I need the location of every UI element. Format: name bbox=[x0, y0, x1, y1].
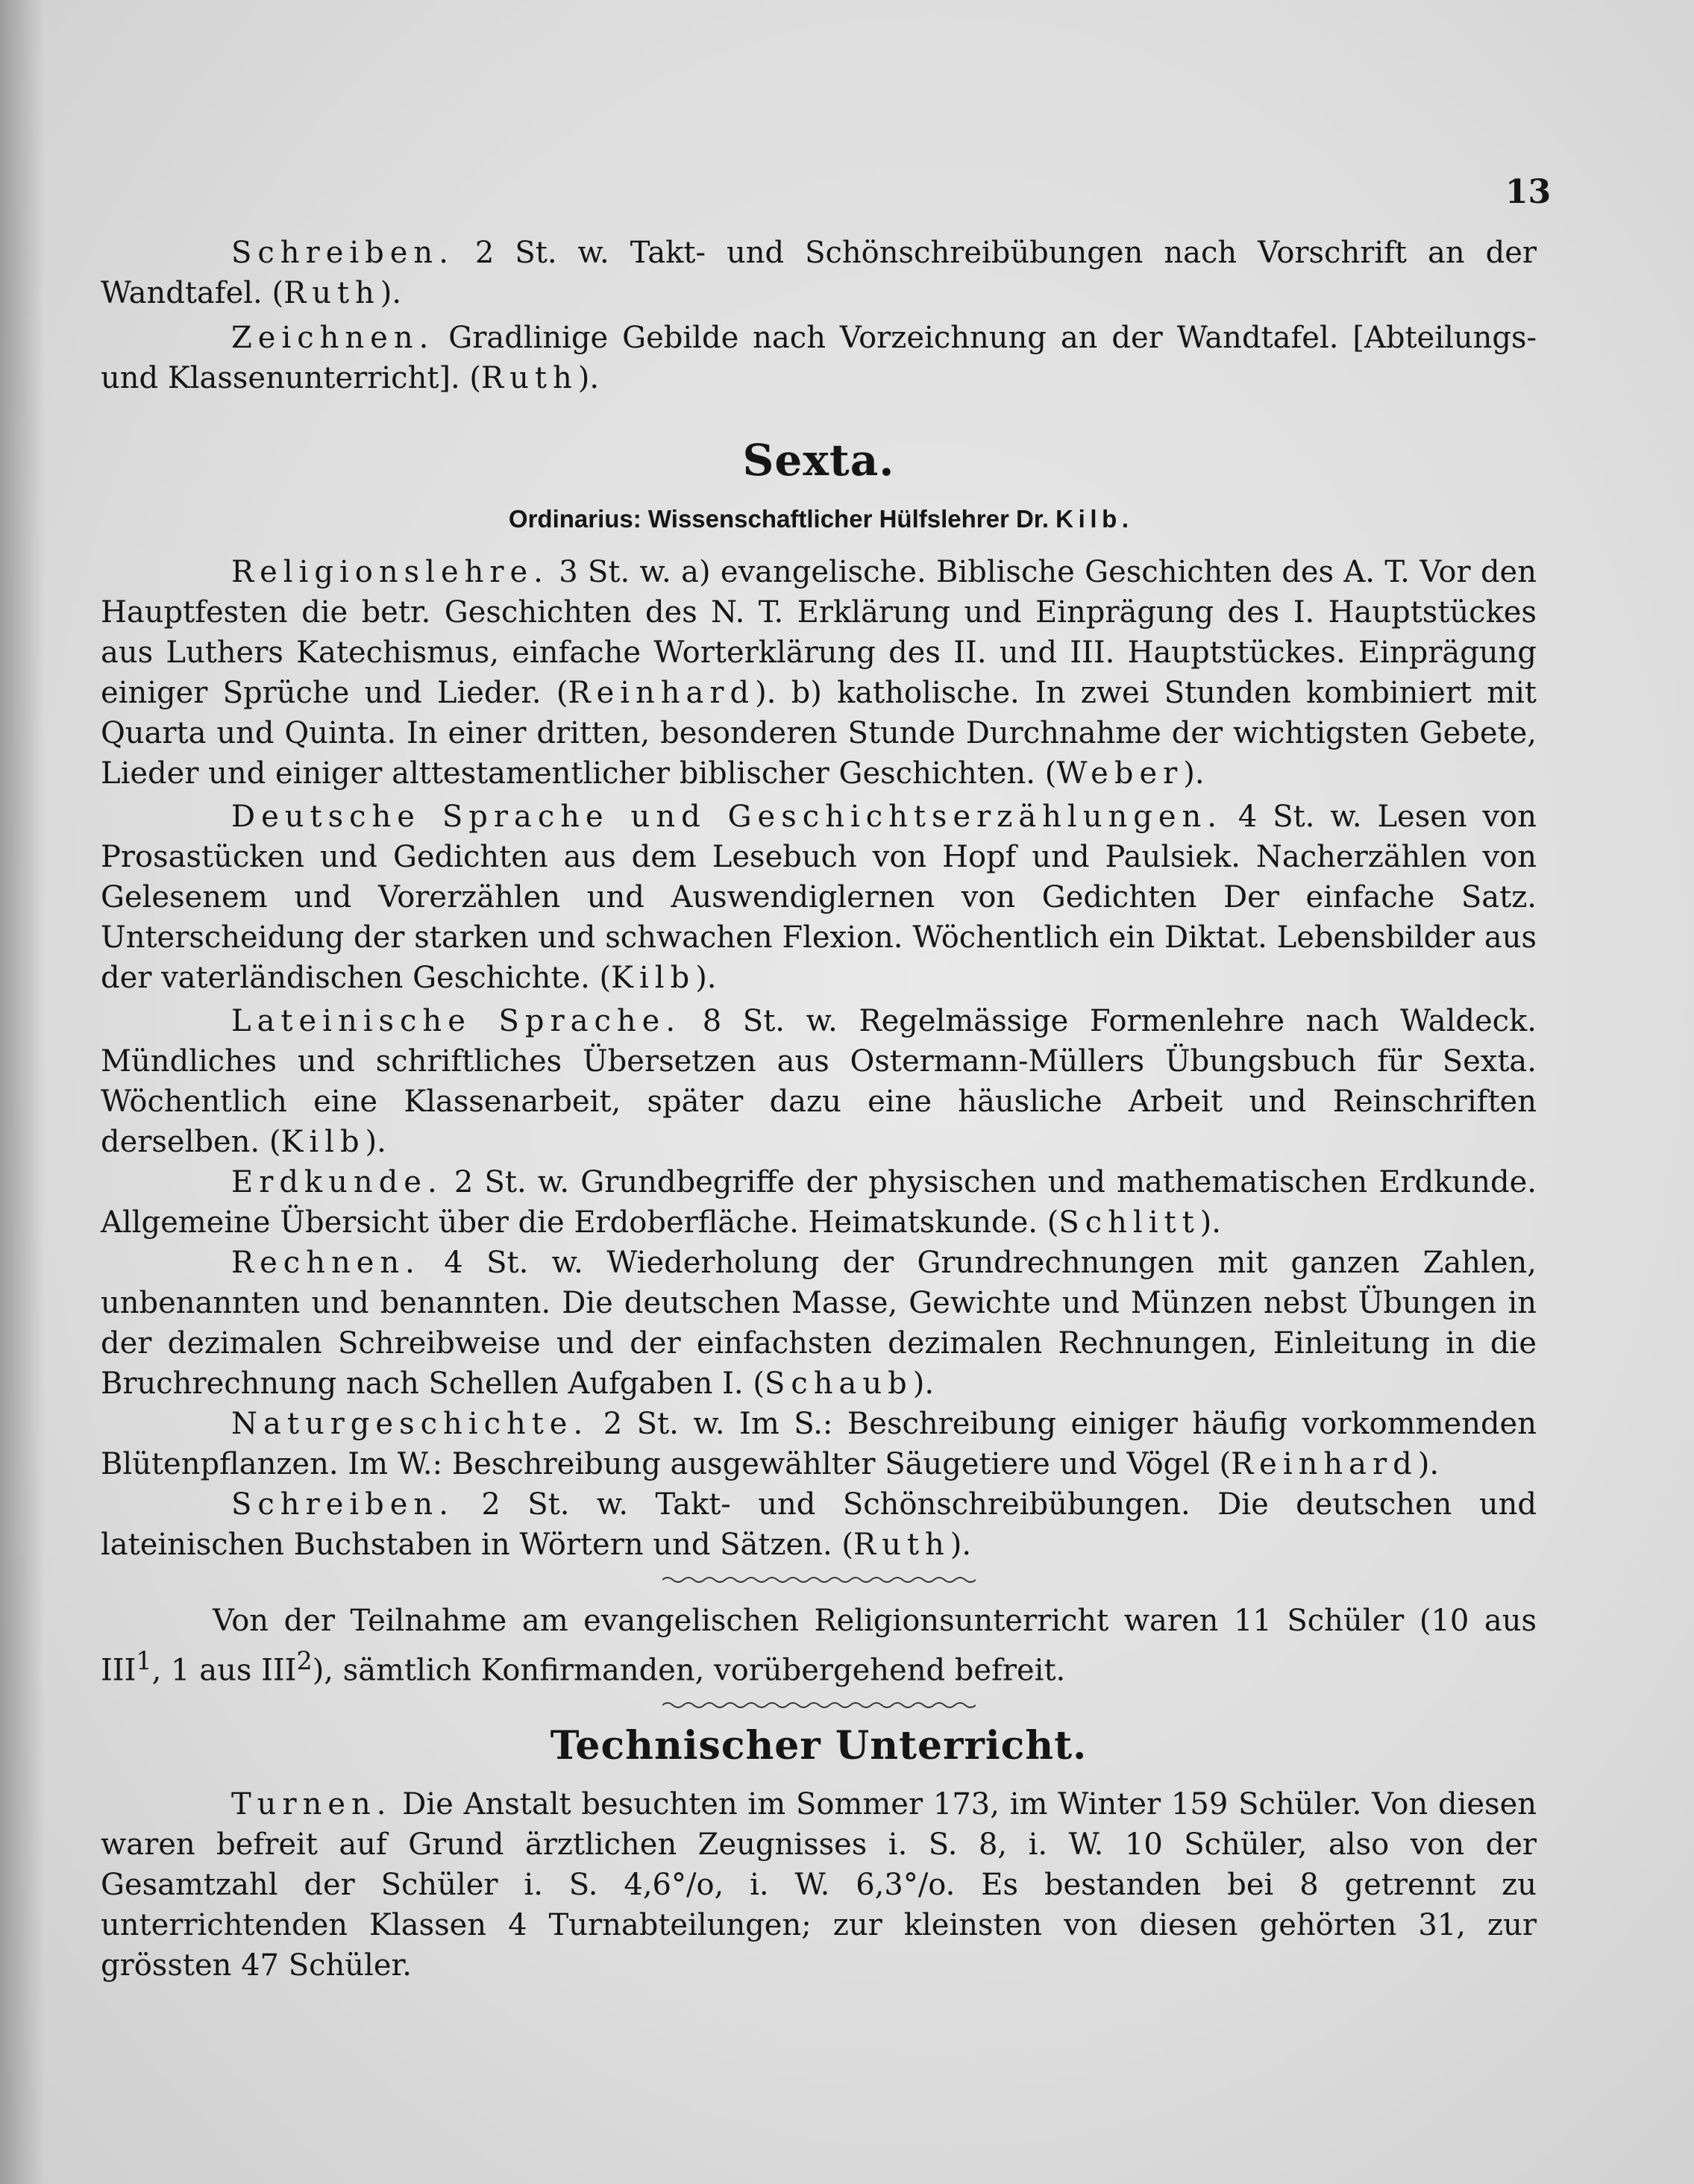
paragraph-schreiben-top bbox=[101, 233, 1537, 313]
subject-lead: Religionslehre. bbox=[231, 555, 549, 589]
wavy-divider bbox=[662, 1574, 976, 1586]
note-text-a: Von der Teilnahme am evangelischen Religionsunterricht waren 11 Schüler (10 aus III bbox=[101, 1604, 1537, 1688]
subject-lead: Rechnen. bbox=[231, 1246, 421, 1280]
subject-tail: ). bbox=[695, 961, 717, 995]
page-number: 13 bbox=[1505, 173, 1552, 211]
paragraph-latein bbox=[101, 1001, 1537, 1162]
subject-tail: ). bbox=[950, 1528, 972, 1562]
subject-lead: Schreiben. bbox=[231, 1487, 454, 1522]
note-text-b: , 1 aus III bbox=[151, 1653, 297, 1688]
teacher-name: Ruth bbox=[853, 1528, 950, 1562]
paragraph-erdkunde bbox=[101, 1162, 1537, 1243]
subject-text: 2 St. w. Im S.: Beschreibung einiger häufig vorkommenden Blütenpflanzen. Im W.: Beschreibung ausgewählter Säugetiere und Vögel ( bbox=[101, 1407, 1537, 1481]
subject-lead: Zeichnen. bbox=[231, 321, 435, 355]
teacher-name: Reinhard bbox=[1231, 1447, 1418, 1481]
note-text-c: ), sämtlich Konfirmanden, vorübergehend befreit. bbox=[312, 1653, 1066, 1688]
teacher-name: Ruth bbox=[283, 276, 380, 310]
teacher-name: Kilb bbox=[611, 961, 696, 995]
teacher-name: Ruth bbox=[481, 361, 578, 395]
ordinarius-line bbox=[101, 503, 1537, 536]
paragraph-religionslehre bbox=[101, 552, 1537, 794]
teacher-name-2: Weber bbox=[1056, 756, 1184, 791]
subject-text: 2 St. w. Takt- und Schönschreibübungen nach Vorschrift an der Wandtafel. ( bbox=[101, 236, 1537, 310]
teacher-name: Kilb bbox=[280, 1125, 366, 1159]
page-content bbox=[101, 0, 1537, 1986]
teacher-name: Schaub bbox=[764, 1366, 913, 1401]
subject-text: 3 St. w. a) evangelische. Biblische Geschichten des A. T. Vor den Hauptfesten die betr. Geschichten des N. T. Erklärung und Einprägung des I. Hauptstückes aus Luthers Katechismus, einfache Worterklärung des II. und III. Hauptstückes. Einprägung einiger Sprüche und Lieder. ( bbox=[101, 555, 1537, 710]
subject-text: Die Anstalt besuchten im Sommer 173, im Winter 159 Schüler. Von diesen waren befreit auf Grund ärztlichen Zeugnisses i. S. 8, i. W. 10 Schüler, also von der Gesamtzahl der Schüler i. S. 4,6°/o, i. W. 6,3°/o. Es bestanden bei 8 getrennt zu unterrichtenden Klassen 4 Turnabteilungen; zur kleinsten von diesen gehörten 31, zur grössten 47 Schüler. bbox=[101, 1787, 1537, 1983]
scan-shadow bbox=[0, 0, 45, 2184]
subject-text: 2 St. w. Takt- und Schönschreibübungen. Die deutschen und lateinischen Buchstaben in Wörtern und Sätzen. ( bbox=[101, 1487, 1537, 1562]
section-title-sexta: Sexta. bbox=[742, 435, 895, 486]
subject-text: 8 St. w. Regelmässige Formenlehre nach Waldeck. Mündliches und schriftliches Übersetzen aus Ostermann-Müllers Übungsbuch für Sexta. Wöchentlich eine Klassenarbeit, später dazu eine häusliche Arbeit und Reinschriften derselben. ( bbox=[101, 1004, 1537, 1159]
subject-tail: ). bbox=[577, 361, 600, 395]
subject-lead: Erdkunde. bbox=[231, 1165, 443, 1199]
paragraph-rechnen bbox=[101, 1243, 1537, 1404]
subject-tail: ). bbox=[365, 1125, 386, 1159]
subject-tail: ). bbox=[380, 276, 402, 310]
subject-tail: ). bbox=[1417, 1447, 1440, 1481]
subject-text: 2 St. w. Grundbegriffe der physischen und mathematischen Erdkunde. Allgemeine Übersicht über die Erdoberfläche. Heimatskunde. ( bbox=[101, 1165, 1537, 1240]
teacher-name: Reinhard bbox=[568, 676, 756, 710]
subject-text: 4 St. w. Lesen von Prosastücken und Gedichten aus dem Lesebuch von Hopf und Paulsiek. Nacherzählen von Gelesenem und Vorerzählen und Auswendiglernen von Gedichten Der einfache Satz. Unterscheidung der starken und schwachen Flexion. Wöchentlich ein Diktat. Lebensbilder aus der vaterländischen Geschichte. ( bbox=[101, 800, 1537, 995]
subject-text-2: ). b) katholische. In zwei Stunden kombiniert mit Quarta und Quinta. In einer dritten, besonderen Stunde Durchnahme der wichtigsten Gebete, Lieder und einiger alttestamentlicher biblischer Geschichten. ( bbox=[101, 676, 1537, 791]
paragraph-naturgeschichte bbox=[101, 1404, 1537, 1484]
ordinarius-prefix: Ordinarius: Wissenschaftlicher Hülfslehrer Dr. bbox=[508, 505, 1056, 533]
paragraph-deutsch bbox=[101, 797, 1537, 998]
paragraph-zeichnen bbox=[101, 318, 1537, 398]
subject-lead: Turnen. bbox=[231, 1787, 392, 1822]
subject-text: 4 St. w. Wiederholung der Grundrechnungen mit ganzen Zahlen, unbenannten und benannten. Die deutschen Masse, Gewichte und Münzen nebst Übungen in der dezimalen Schreibweise und der einfachsten dezimalen Rechnungen, Einleitung in die Bruchrechnung nach Schellen Aufgaben I. ( bbox=[101, 1246, 1537, 1401]
wavy-divider bbox=[662, 1699, 976, 1711]
note-sup-a: 1 bbox=[136, 1646, 152, 1675]
subject-lead: Lateinische Sprache. bbox=[231, 1004, 682, 1038]
paragraph-schreiben-sexta bbox=[101, 1484, 1537, 1565]
subject-tail: ). bbox=[1183, 756, 1205, 791]
subject-tail: ). bbox=[912, 1366, 935, 1401]
teacher-name: Schlitt bbox=[1058, 1205, 1200, 1240]
subject-lead: Naturgeschichte. bbox=[231, 1407, 589, 1441]
note-sup-b: 2 bbox=[296, 1646, 313, 1675]
subject-text: Gradlinige Gebilde nach Vorzeichnung an der Wandtafel. [Abteilungs- und Klassenunterricht]. ( bbox=[101, 321, 1537, 395]
paragraph-turnen bbox=[101, 1784, 1537, 1986]
subject-tail: ). bbox=[1199, 1205, 1221, 1240]
section-title-technischer: Technischer Unterricht. bbox=[550, 1723, 1088, 1769]
ordinarius-name: Kilb bbox=[1055, 505, 1122, 533]
subject-lead: Schreiben. bbox=[231, 236, 454, 270]
subject-lead: Deutsche Sprache und Geschichtserzählungen. bbox=[231, 800, 1223, 834]
religion-exemption-note bbox=[101, 1601, 1537, 1690]
ordinarius-suffix: . bbox=[1121, 505, 1129, 533]
